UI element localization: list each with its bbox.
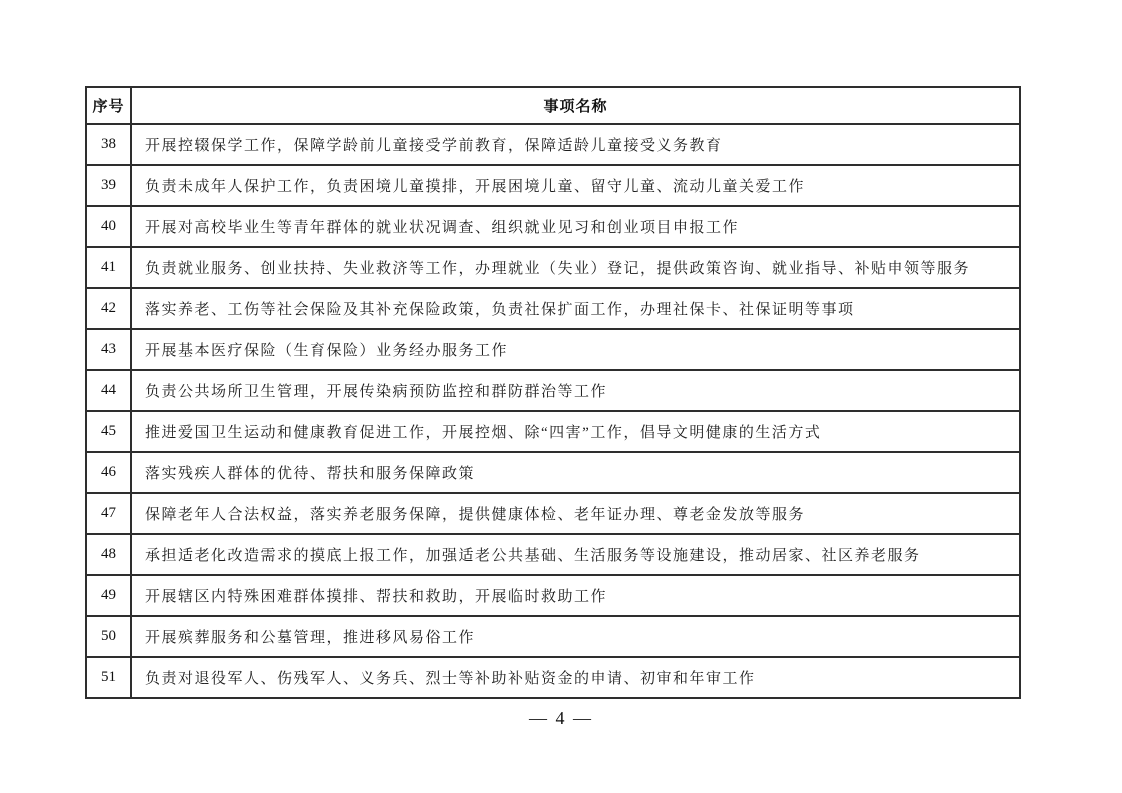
column-header-index: 序号 — [86, 87, 131, 124]
row-name-cell: 开展辖区内特殊困难群体摸排、帮扶和救助，开展临时救助工作 — [131, 575, 1020, 616]
table-row — [86, 575, 1020, 616]
table-row — [86, 165, 1020, 206]
row-index-cell: 38 — [86, 124, 131, 165]
table-row — [86, 288, 1020, 329]
items-table — [85, 86, 1021, 699]
row-index-cell: 46 — [86, 452, 131, 493]
row-name-cell: 推进爱国卫生运动和健康教育促进工作，开展控烟、除“四害”工作，倡导文明健康的生活方式 — [131, 411, 1020, 452]
row-name-cell: 开展控辍保学工作，保障学龄前儿童接受学前教育，保障适龄儿童接受义务教育 — [131, 124, 1020, 165]
row-name-cell: 承担适老化改造需求的摸底上报工作，加强适老公共基础、生活服务等设施建设，推动居家、社区养老服务 — [131, 534, 1020, 575]
row-name-cell: 落实养老、工伤等社会保险及其补充保险政策，负责社保扩面工作，办理社保卡、社保证明等事项 — [131, 288, 1020, 329]
row-name-cell: 落实残疾人群体的优待、帮扶和服务保障政策 — [131, 452, 1020, 493]
row-index-cell: 47 — [86, 493, 131, 534]
row-name-cell: 开展基本医疗保险（生育保险）业务经办服务工作 — [131, 329, 1020, 370]
row-name-cell: 负责对退役军人、伤残军人、义务兵、烈士等补助补贴资金的申请、初审和年审工作 — [131, 657, 1020, 698]
row-index-cell: 41 — [86, 247, 131, 288]
row-name-cell: 保障老年人合法权益，落实养老服务保障，提供健康体检、老年证办理、尊老金发放等服务 — [131, 493, 1020, 534]
table-row — [86, 616, 1020, 657]
table-row — [86, 206, 1020, 247]
table-row — [86, 124, 1020, 165]
row-index-cell: 48 — [86, 534, 131, 575]
row-index-cell: 40 — [86, 206, 131, 247]
row-name-cell: 负责公共场所卫生管理，开展传染病预防监控和群防群治等工作 — [131, 370, 1020, 411]
row-index-cell: 49 — [86, 575, 131, 616]
table-row — [86, 329, 1020, 370]
row-index-cell: 43 — [86, 329, 131, 370]
column-header-name: 事项名称 — [131, 87, 1020, 124]
row-index-cell: 42 — [86, 288, 131, 329]
row-name-cell: 开展殡葬服务和公墓管理，推进移风易俗工作 — [131, 616, 1020, 657]
row-index-cell: 51 — [86, 657, 131, 698]
row-index-cell: 45 — [86, 411, 131, 452]
row-name-cell: 开展对高校毕业生等青年群体的就业状况调查、组织就业见习和创业项目申报工作 — [131, 206, 1020, 247]
table-row — [86, 534, 1020, 575]
table-row — [86, 493, 1020, 534]
table-header-row — [86, 87, 1020, 124]
page-number: — 4 — — [529, 708, 593, 728]
table-body — [86, 124, 1020, 698]
row-index-cell: 50 — [86, 616, 131, 657]
table-row — [86, 247, 1020, 288]
table-row — [86, 452, 1020, 493]
row-name-cell: 负责就业服务、创业扶持、失业救济等工作，办理就业（失业）登记，提供政策咨询、就业指导、补贴申领等服务 — [131, 247, 1020, 288]
table-row — [86, 411, 1020, 452]
row-index-cell: 44 — [86, 370, 131, 411]
table-row — [86, 657, 1020, 698]
row-index-cell: 39 — [86, 165, 131, 206]
table-row — [86, 370, 1020, 411]
row-name-cell: 负责未成年人保护工作，负责困境儿童摸排，开展困境儿童、留守儿童、流动儿童关爱工作 — [131, 165, 1020, 206]
